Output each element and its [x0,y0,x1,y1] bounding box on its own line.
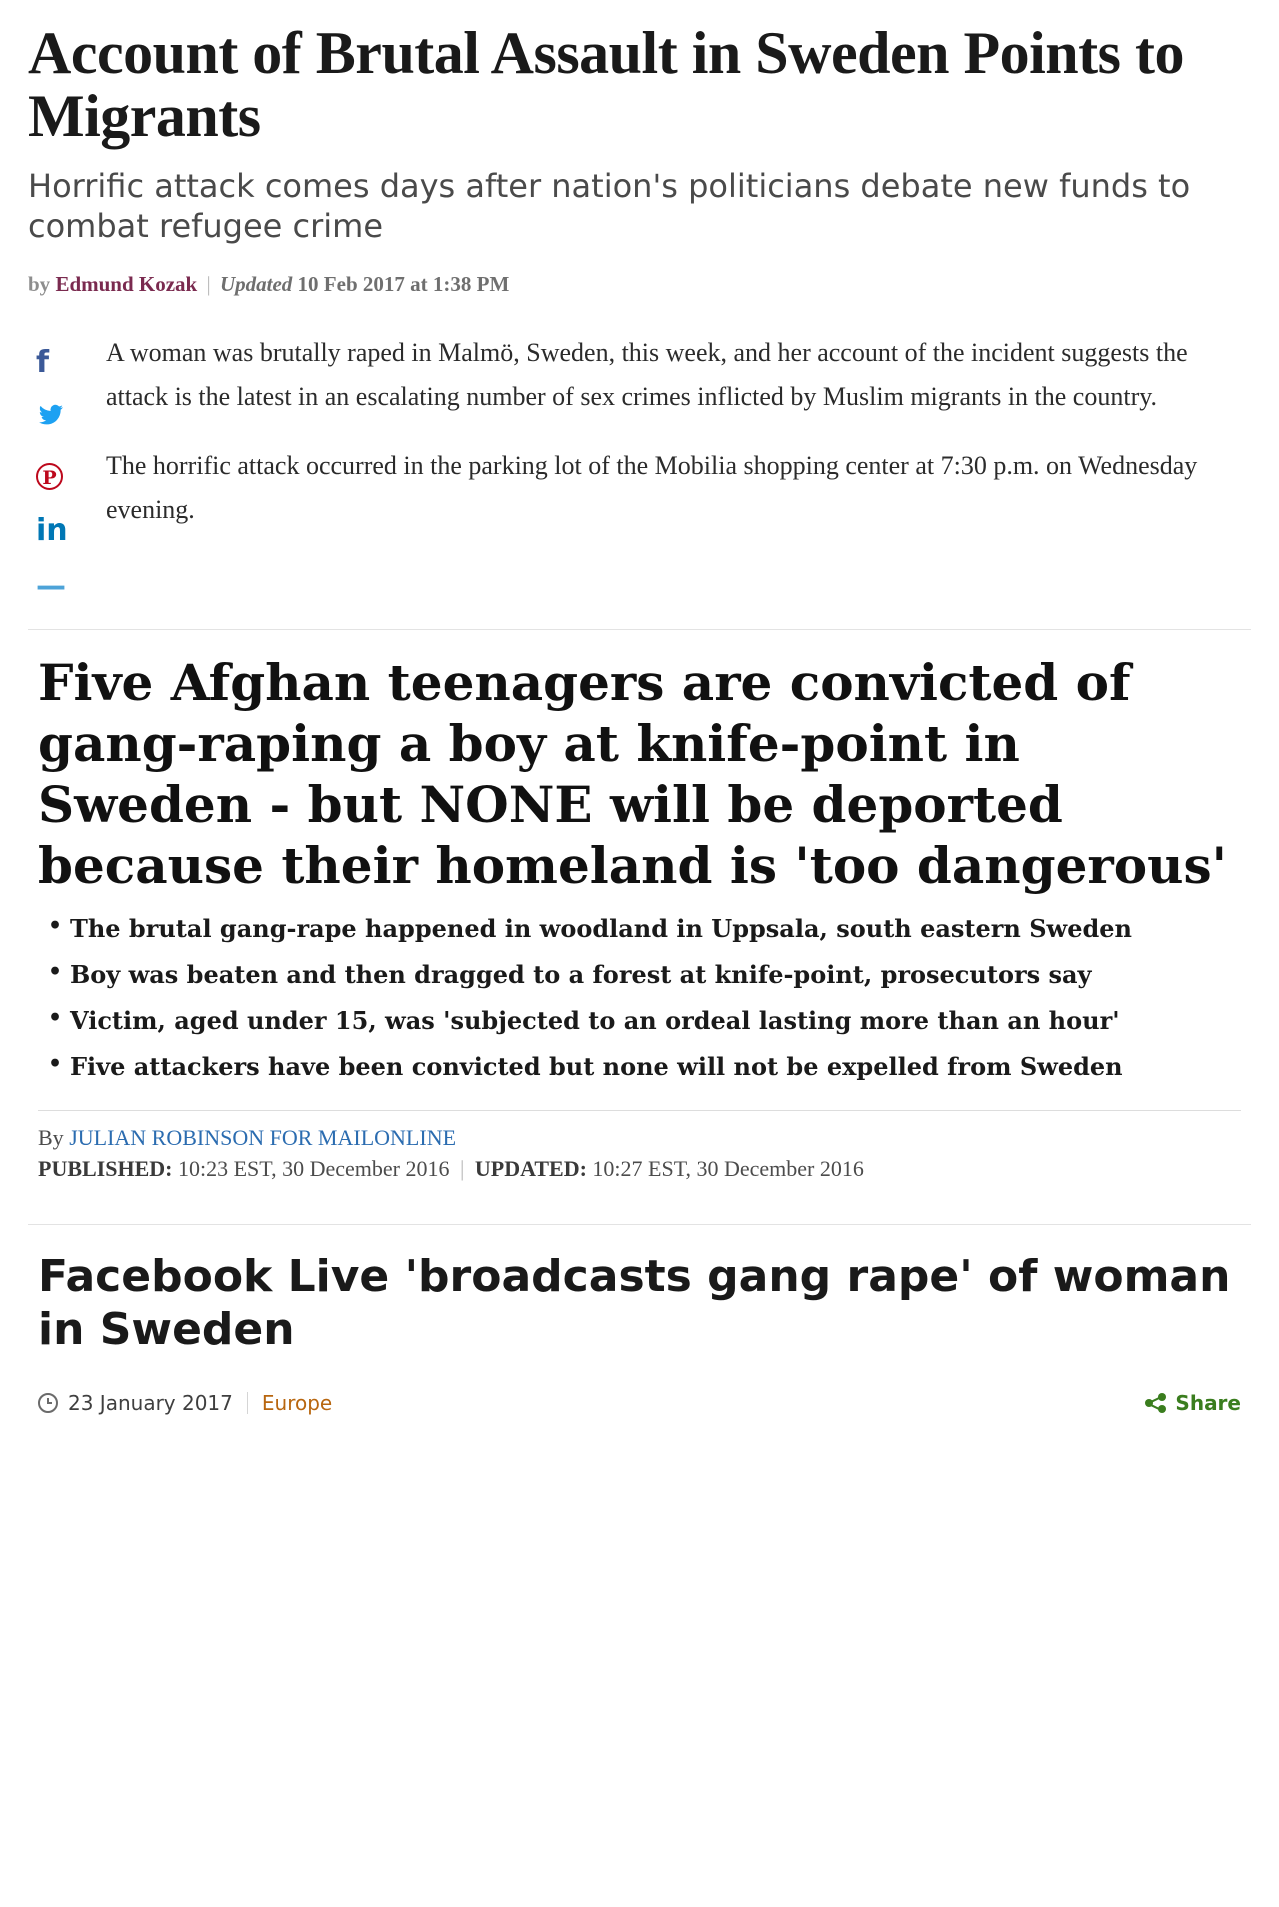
article-two-timestamps [38,1156,1241,1182]
list-item: • Boy was beaten and then dragged to a forest at knife-point, prosecutors say [70,958,1251,992]
article-two-bullets [40,912,1251,1084]
more-share-icon[interactable]: — [36,569,67,604]
article-one [28,22,1251,615]
byline-separator: | [206,272,211,296]
list-item: • The brutal gang-rape happened in woodland in Uppsala, south eastern Sweden [70,912,1251,946]
footer-divider [247,1392,248,1414]
byline-by-word: By [38,1125,64,1151]
article-two [28,629,1251,1182]
twitter-icon[interactable] [28,391,96,447]
pinterest-icon[interactable] [28,447,96,503]
byline-date: 10 Feb 2017 at 1:38 PM [297,272,510,296]
page-title: Account of Brutal Assault in Sweden Points to Migrants [28,20,1184,149]
share-rail [28,331,96,615]
pinterest-badge: P [36,463,63,490]
updated-value: 10:27 EST, 30 December 2016 [592,1156,864,1182]
byline [28,272,1251,297]
article-three [28,1224,1251,1415]
article-three-footer [38,1391,1241,1415]
article-three-headline: Facebook Live 'broadcasts gang rape' of woman in Sweden [38,1251,1231,1356]
byline-updated-word: Updated [219,272,293,296]
list-item: • Victim, aged under 15, was 'subjected to an ordeal lasting more than an hour' [70,1004,1251,1038]
list-item: • Five attackers have been convicted but none will not be expelled from Sweden [70,1050,1251,1084]
byline-by-word: by [28,272,51,296]
article-two-byline [38,1125,1241,1151]
article-paragraph: The horrific attack occurred in the parking lot of the Mobilia shopping center at 7:30 p.m. on Wednesday evening. [106,451,1198,525]
meta-separator: | [459,1156,465,1182]
article-subhead: Horrific attack comes days after nation's politicians debate new funds to combat refugee crime [28,167,1191,245]
article-two-meta [38,1110,1241,1182]
share-button-label: Share [1175,1390,1241,1415]
facebook-icon[interactable]: f [36,345,50,380]
clock-icon [38,1393,58,1413]
byline-author[interactable]: Edmund Kozak [55,272,198,296]
linkedin-icon[interactable]: in [36,513,68,548]
share-icon [1145,1393,1167,1413]
article-body-wrapper [28,331,1251,615]
updated-label: UPDATED: [474,1156,587,1182]
section-link-europe[interactable]: Europe [261,1390,333,1415]
article-one-body [96,331,1251,615]
article-paragraph: A woman was brutally raped in Malmö, Sweden, this week, and her account of the incident suggests the attack is the latest in an escalating number of sex crimes inflicted by Muslim migrants in the country. [106,338,1188,411]
article-two-headline: Five Afghan teenagers are convicted of gang-raping a boy at knife-point in Sweden - but NONE will be deported because their homeland is 'too dangerous' [38,653,1227,895]
article-page [0,22,1279,1415]
share-button[interactable] [1145,1391,1241,1415]
published-value: 10:23 EST, 30 December 2016 [177,1156,450,1182]
article-three-date: 23 January 2017 [68,1390,233,1415]
published-label: PUBLISHED: [38,1156,173,1182]
byline-author-link[interactable]: JULIAN ROBINSON FOR MAILONLINE [69,1125,457,1151]
